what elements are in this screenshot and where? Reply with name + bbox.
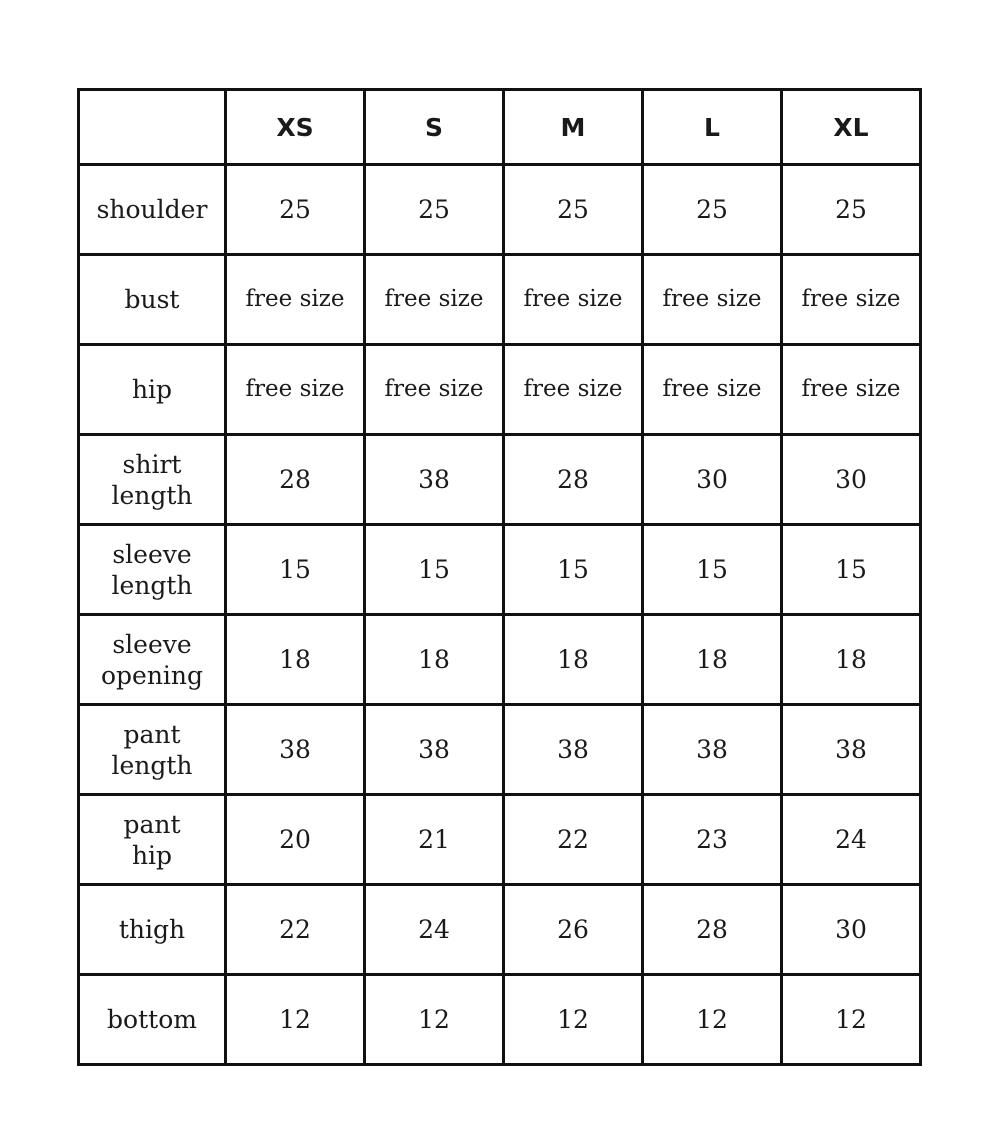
table-row [79,615,921,705]
row-label-text: opening [100,660,204,690]
row-label [79,435,226,525]
cell-l: 23 [643,795,782,885]
cell-xl: 15 [782,525,921,615]
cell-m: 25 [504,165,643,255]
table-row [79,885,921,975]
size-chart-body [79,90,921,1065]
cell-xs: 28 [226,435,365,525]
cell-xs: 15 [226,525,365,615]
cell-xs: free size [226,255,365,345]
cell-s: 25 [365,165,504,255]
cell-s: 15 [365,525,504,615]
cell-s: 12 [365,975,504,1065]
row-label [79,345,226,435]
cell-xl: free size [782,255,921,345]
cell-xl: free size [782,345,921,435]
cell-m: 18 [504,615,643,705]
cell-s: 21 [365,795,504,885]
table-row [79,795,921,885]
row-label-text: shirt [122,449,182,479]
cell-l: 30 [643,435,782,525]
row-label [79,255,226,345]
cell-l: free size [643,255,782,345]
cell-l: 25 [643,165,782,255]
row-label-text: bottom [107,1005,197,1034]
cell-xl: 30 [782,885,921,975]
row-label [79,165,226,255]
row-label-text: sleeve [112,539,192,569]
row-label [79,705,226,795]
row-label-text: hip [131,375,173,404]
cell-xl: 38 [782,705,921,795]
cell-s: 38 [365,705,504,795]
row-label-text: pant [123,719,181,749]
cell-xs: 38 [226,705,365,795]
cell-m: free size [504,345,643,435]
cell-s: 18 [365,615,504,705]
cell-m: 28 [504,435,643,525]
row-label-text: length [111,480,193,510]
cell-l: 28 [643,885,782,975]
cell-xs: 18 [226,615,365,705]
cell-m: 22 [504,795,643,885]
row-label-text: length [111,750,193,780]
row-label-text: length [111,570,193,600]
cell-l: 12 [643,975,782,1065]
cell-l: 38 [643,705,782,795]
row-label [79,615,226,705]
row-label [79,795,226,885]
cell-xs: 25 [226,165,365,255]
size-header-l: L [643,90,782,165]
cell-m: 15 [504,525,643,615]
cell-s: 38 [365,435,504,525]
row-label-text: thigh [118,915,186,944]
cell-xs: 20 [226,795,365,885]
cell-xs: free size [226,345,365,435]
row-label [79,885,226,975]
cell-xl: 25 [782,165,921,255]
size-header-m: M [504,90,643,165]
size-header-xs: XS [226,90,365,165]
row-label-text: hip [131,840,173,870]
row-label-text: sleeve [112,629,192,659]
table-row [79,165,921,255]
size-chart-table [77,88,922,1066]
cell-s: free size [365,345,504,435]
cell-xs: 12 [226,975,365,1065]
row-label-text: shoulder [96,195,208,224]
size-header-s: S [365,90,504,165]
table-row [79,435,921,525]
cell-m: 38 [504,705,643,795]
table-row [79,255,921,345]
table-row [79,345,921,435]
row-label-text: bust [124,285,180,314]
cell-l: 15 [643,525,782,615]
cell-m: 26 [504,885,643,975]
cell-l: 18 [643,615,782,705]
table-row [79,525,921,615]
row-label [79,525,226,615]
cell-xl: 12 [782,975,921,1065]
table-row [79,705,921,795]
size-header-xl: XL [782,90,921,165]
cell-l: free size [643,345,782,435]
cell-xl: 24 [782,795,921,885]
row-label-text: pant [123,809,181,839]
corner-cell [79,90,226,165]
cell-xs: 22 [226,885,365,975]
cell-s: free size [365,255,504,345]
table-row [79,975,921,1065]
cell-m: 12 [504,975,643,1065]
cell-s: 24 [365,885,504,975]
cell-xl: 30 [782,435,921,525]
header-row [79,90,921,165]
row-label [79,975,226,1065]
cell-m: free size [504,255,643,345]
cell-xl: 18 [782,615,921,705]
